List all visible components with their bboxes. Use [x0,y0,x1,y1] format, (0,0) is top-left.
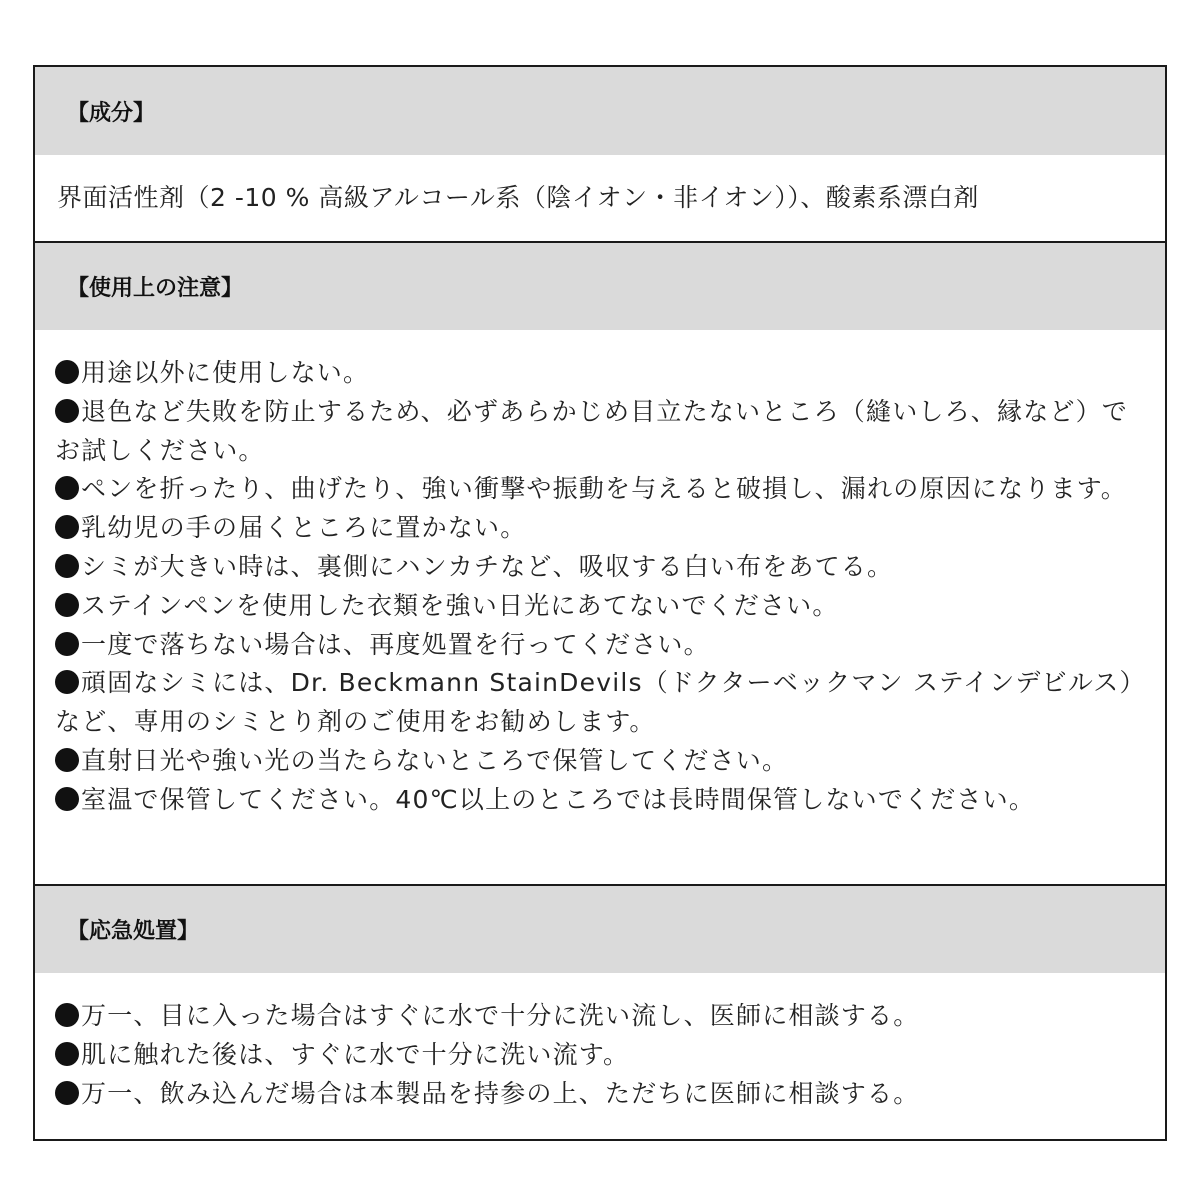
caution-item: ペンを折ったり、曲げたり、強い衝撃や振動を与えると破損し、漏れの原因になります。 [55,470,1147,509]
bullet-icon [55,787,79,811]
bullet-icon [55,1003,79,1027]
first-aid-item: 肌に触れた後は、すぐに水で十分に洗い流す。 [55,1036,1147,1075]
bullet-icon [55,748,79,772]
caution-item: 用途以外に使用しない。 [55,354,1147,393]
caution-item: 一度で落ちない場合は、再度処置を行ってください。 [55,626,1147,665]
caution-item: 退色など失敗を防止するため、必ずあらかじめ目立たないところ（縫いしろ、縁など）でお試しください。 [55,396,1129,465]
first-aid-item: 万一、飲み込んだ場合は本製品を持参の上、ただちに医師に相談する。 [55,1075,1147,1114]
bullet-icon [55,593,79,617]
bullet-icon [55,476,79,500]
ingredients-title: 【成分】 [67,100,156,126]
caution-item: ステインペンを使用した衣類を強い日光にあてないでください。 [55,587,1147,626]
caution-body [35,330,1165,886]
ingredients-text: 界面活性剤（2 -10 % 高級アルコール系（陰イオン・非イオン））、酸素系漂白剤 [57,183,979,212]
bullet-icon [55,632,79,656]
product-info-sheet [33,65,1167,1141]
caution-item: 室温で保管してください。40℃以上のところでは長時間保管しないでください。 [55,781,1147,820]
bullet-icon [55,399,79,423]
ingredients-header [35,67,1165,155]
caution-item: 直射日光や強い光の当たらないところで保管してください。 [55,742,1147,781]
first-aid-header [35,886,1165,973]
first-aid-title: 【応急処置】 [67,919,200,944]
bullet-icon [55,1042,79,1066]
caution-item: シミが大きい時は、裏側にハンカチなど、吸収する白い布をあてる。 [55,548,1147,587]
bullet-icon [55,1081,79,1105]
ingredients-body [35,155,1165,243]
bullet-icon [55,515,79,539]
caution-item: 乳幼児の手の届くところに置かない。 [55,509,1147,548]
caution-header [35,243,1165,330]
first-aid-item: 万一、目に入った場合はすぐに水で十分に洗い流し、医師に相談する。 [55,997,1147,1036]
bullet-icon [55,360,79,384]
bullet-icon [55,670,79,694]
caution-title: 【使用上の注意】 [67,276,244,301]
first-aid-body [35,973,1165,1135]
bullet-icon [55,554,79,578]
caution-item: 頑固なシミには、Dr. Beckmann StainDevils（ドクターベックマン ステインデビルス）など、専用のシミとり剤のご使用をお勧めします。 [55,668,1146,737]
